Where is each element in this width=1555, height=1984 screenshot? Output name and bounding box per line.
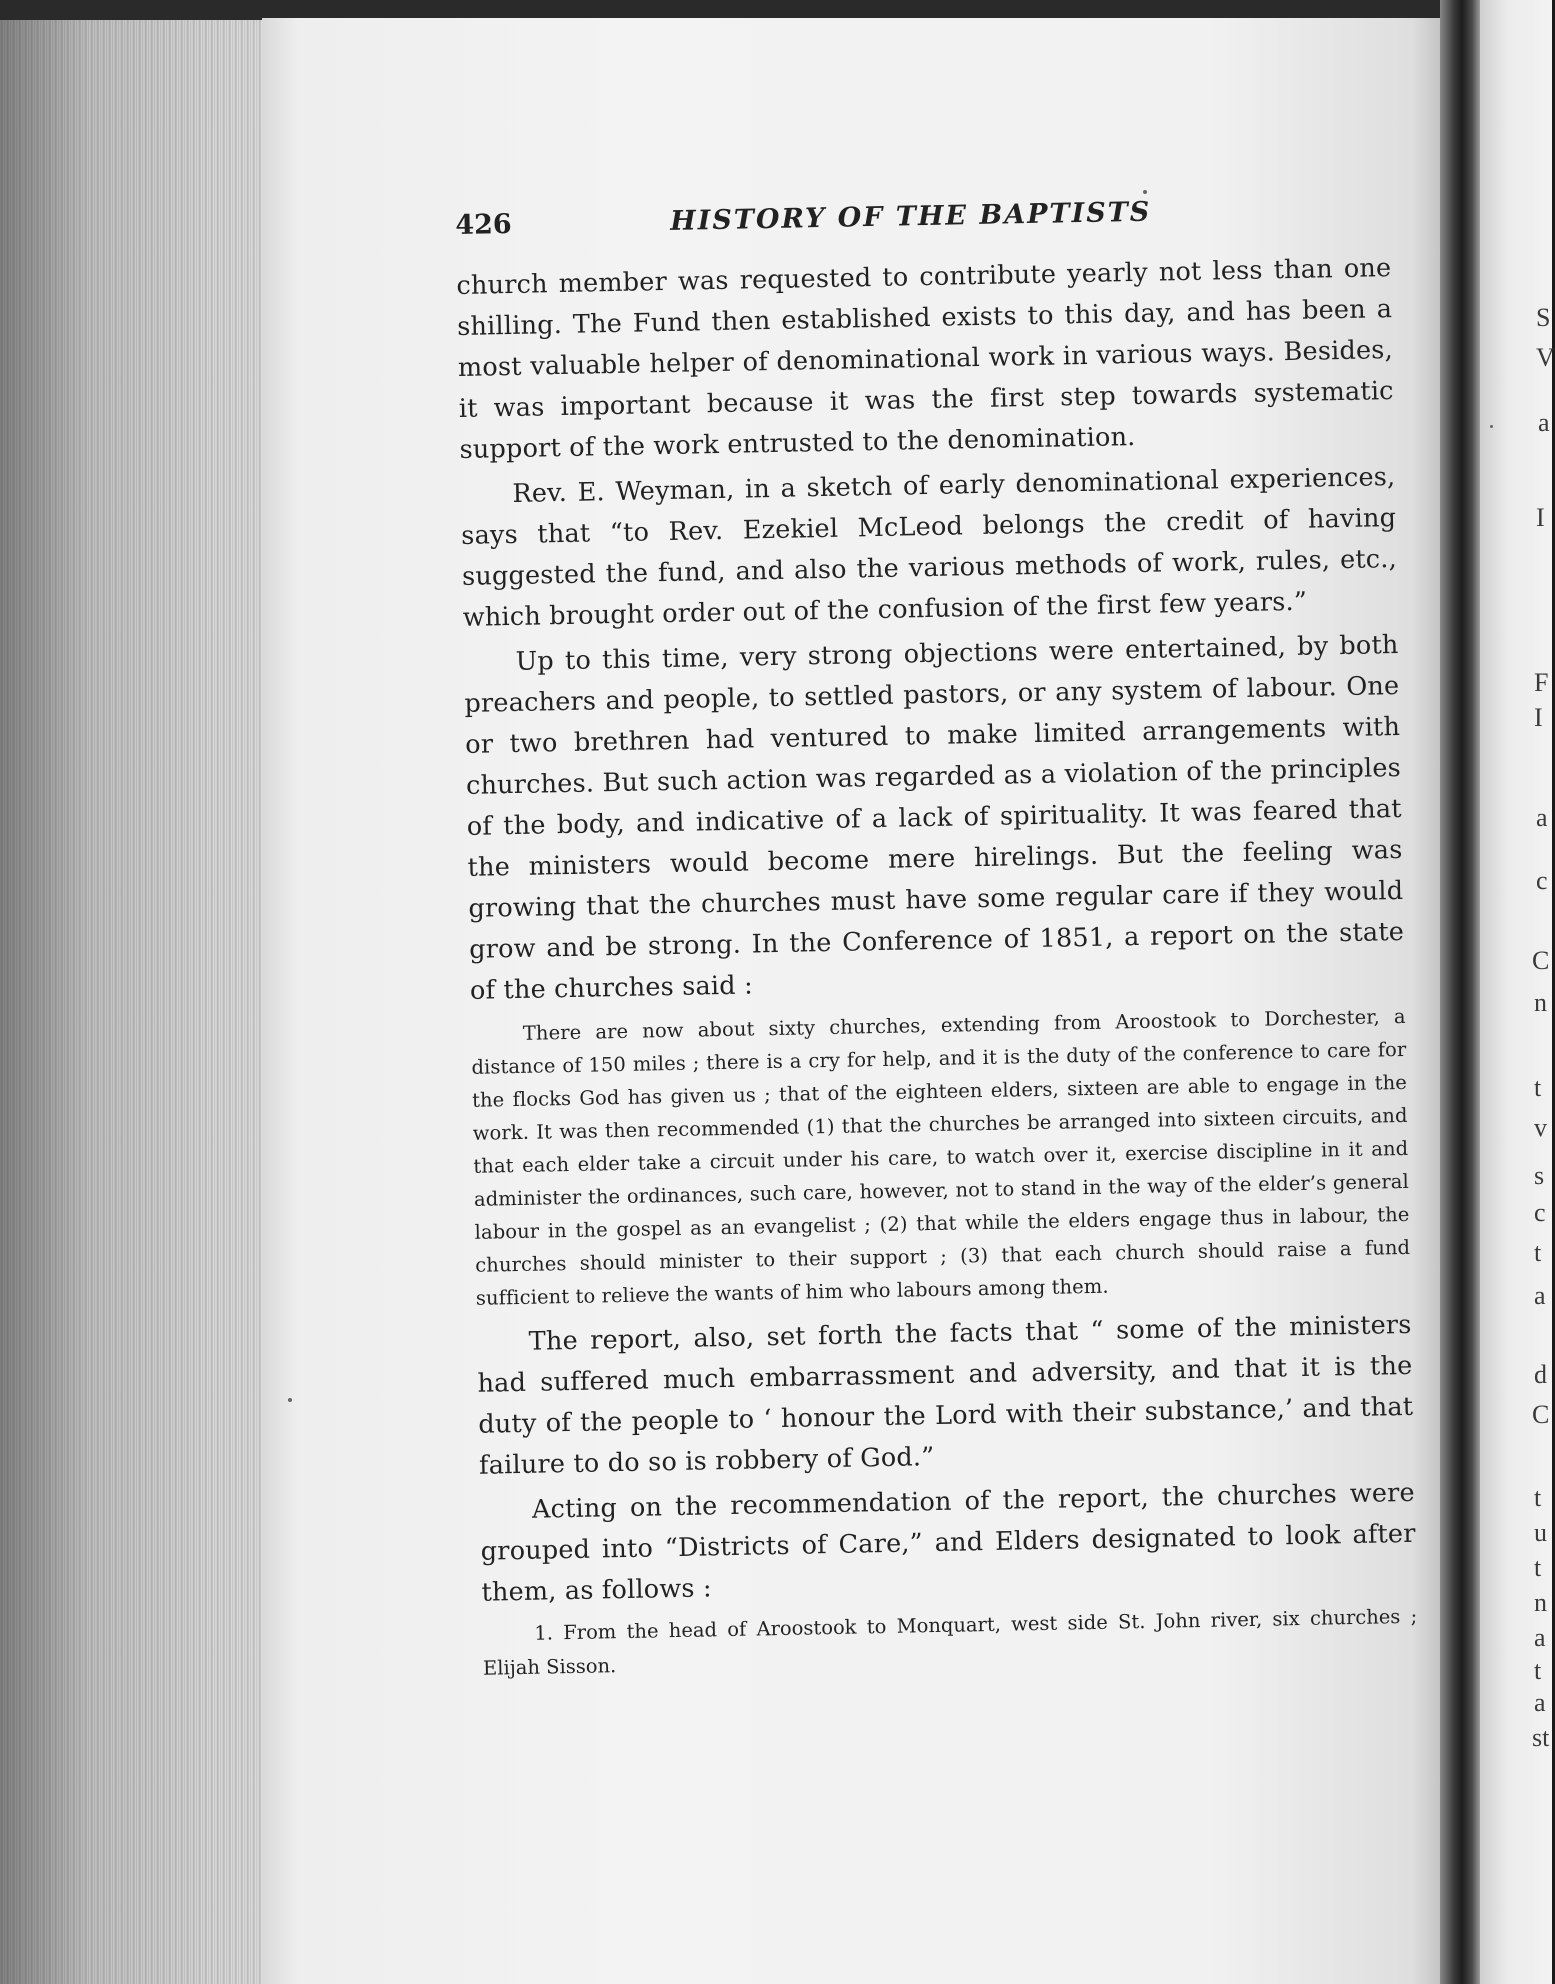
facing-page-letter: c xyxy=(1536,866,1548,895)
facing-page-letter: t xyxy=(1534,1483,1542,1512)
facing-page-letter: V xyxy=(1536,343,1555,372)
facing-page-letter: S xyxy=(1536,303,1551,332)
body-paragraph: The report, also, set forth the facts that “ some of the ministers had suffered much embarrassment and adversity, and that it is the duty of the people to ‘ honour the Lord with their substance,’ and that failure to do so is robbery of God.” xyxy=(477,1309,1414,1481)
facing-page-letter: t xyxy=(1534,1073,1542,1102)
block-quote: There are now about sixty churches, extending from Aroostook to Dorchester, a distance of 150 miles ; there is a cry for help, and it is the duty of the conference to care for the flocks God has given us ; that of the eighteen elders, sixteen are able to engage in the work. It was then recommended (1) that the churches be arranged into sixteen circuits, and that each elder take a circuit under his care, to watch over it, exercise discipline in it and administer the ordinances, such care, however, not to stand in the way of the elder’s general labour in the gospel as an evangelist ; (2) that while the elders engage thus in labour, the churches should minister to their support ; (3) that each church should raise a fund sufficient to relieve the wants of him who labours among them. xyxy=(471,1004,1411,1310)
body-paragraph: Acting on the recommendation of the report, the churches were grouped into “Districts of Care,” and Elders designated to look after them, as follows : xyxy=(480,1477,1416,1608)
body-paragraph: Rev. E. Weyman, in a sketch of early denominational experiences, says that “to Rev. Ezekiel McLeod belongs the credit of having suggested the fund, and also the various methods of work, rules, etc., which brought order out of the confusion of the first few years.” xyxy=(460,462,1398,633)
facing-page-letter: n xyxy=(1534,1588,1547,1617)
scan-speck xyxy=(1490,425,1493,428)
book-page-edges-shadow xyxy=(0,20,300,1984)
facing-page-letter: s xyxy=(1534,1161,1545,1190)
district-list-item: 1. From the head of Aroostook to Monquart, west side St. John river, six churches ; Elijah Sisson. xyxy=(482,1604,1418,1680)
facing-page-letter: C xyxy=(1532,1400,1550,1429)
page-text-block xyxy=(455,192,1418,1686)
facing-page-letter: d xyxy=(1534,1360,1547,1389)
scan-speck xyxy=(288,1398,292,1402)
facing-page-letter: st xyxy=(1532,1723,1550,1752)
page-number: 426 xyxy=(455,208,512,241)
facing-page-letter: F xyxy=(1534,668,1549,697)
facing-page-letter: a xyxy=(1538,408,1550,437)
facing-page-letter: a xyxy=(1536,803,1548,832)
body-paragraph: church member was requested to contribute yearly not less than one shilling. The Fund then established exists to this day, and has been a most valuable helper of denominational work in various ways. Besides, it was important because it was the first step towards systematic support of the work entrusted to the denomination. xyxy=(456,253,1394,465)
facing-page-edge xyxy=(1480,0,1555,1984)
facing-page-letter: v xyxy=(1534,1113,1547,1142)
facing-page-letter: a xyxy=(1534,1623,1546,1652)
running-head-title: HISTORY OF THE BAPTISTS xyxy=(669,196,1152,237)
facing-page-letter: u xyxy=(1534,1518,1547,1547)
body-paragraph: Up to this time, very strong objections were entertained, by both preachers and people, to settled pastors, or any system of labour. One or two brethren had ventured to make limited arrangements with churches. But such action was regarded as a violation of the principles of the body, and indicative of a lack of spirituality. It was feared that the ministers would become mere hirelings. But the feeling was growing that the churches must have some regular care if they would grow and be strong. In the Conference of 1851, a report on the state of the churches said : xyxy=(464,629,1405,1006)
facing-page-letter: t xyxy=(1534,1656,1542,1685)
facing-page-letter: c xyxy=(1534,1198,1546,1227)
facing-page-letter: a xyxy=(1534,1281,1546,1310)
facing-page-letter: t xyxy=(1534,1553,1542,1582)
facing-page-letter: I xyxy=(1534,703,1543,732)
book-gutter-shadow xyxy=(1440,0,1480,1984)
facing-page-letter: I xyxy=(1536,503,1545,532)
facing-page-letter: t xyxy=(1534,1238,1542,1267)
facing-page-letter: C xyxy=(1532,946,1550,975)
scan-speck xyxy=(1143,190,1147,194)
facing-page-letter: n xyxy=(1534,988,1547,1017)
facing-page-letter: a xyxy=(1534,1688,1546,1717)
